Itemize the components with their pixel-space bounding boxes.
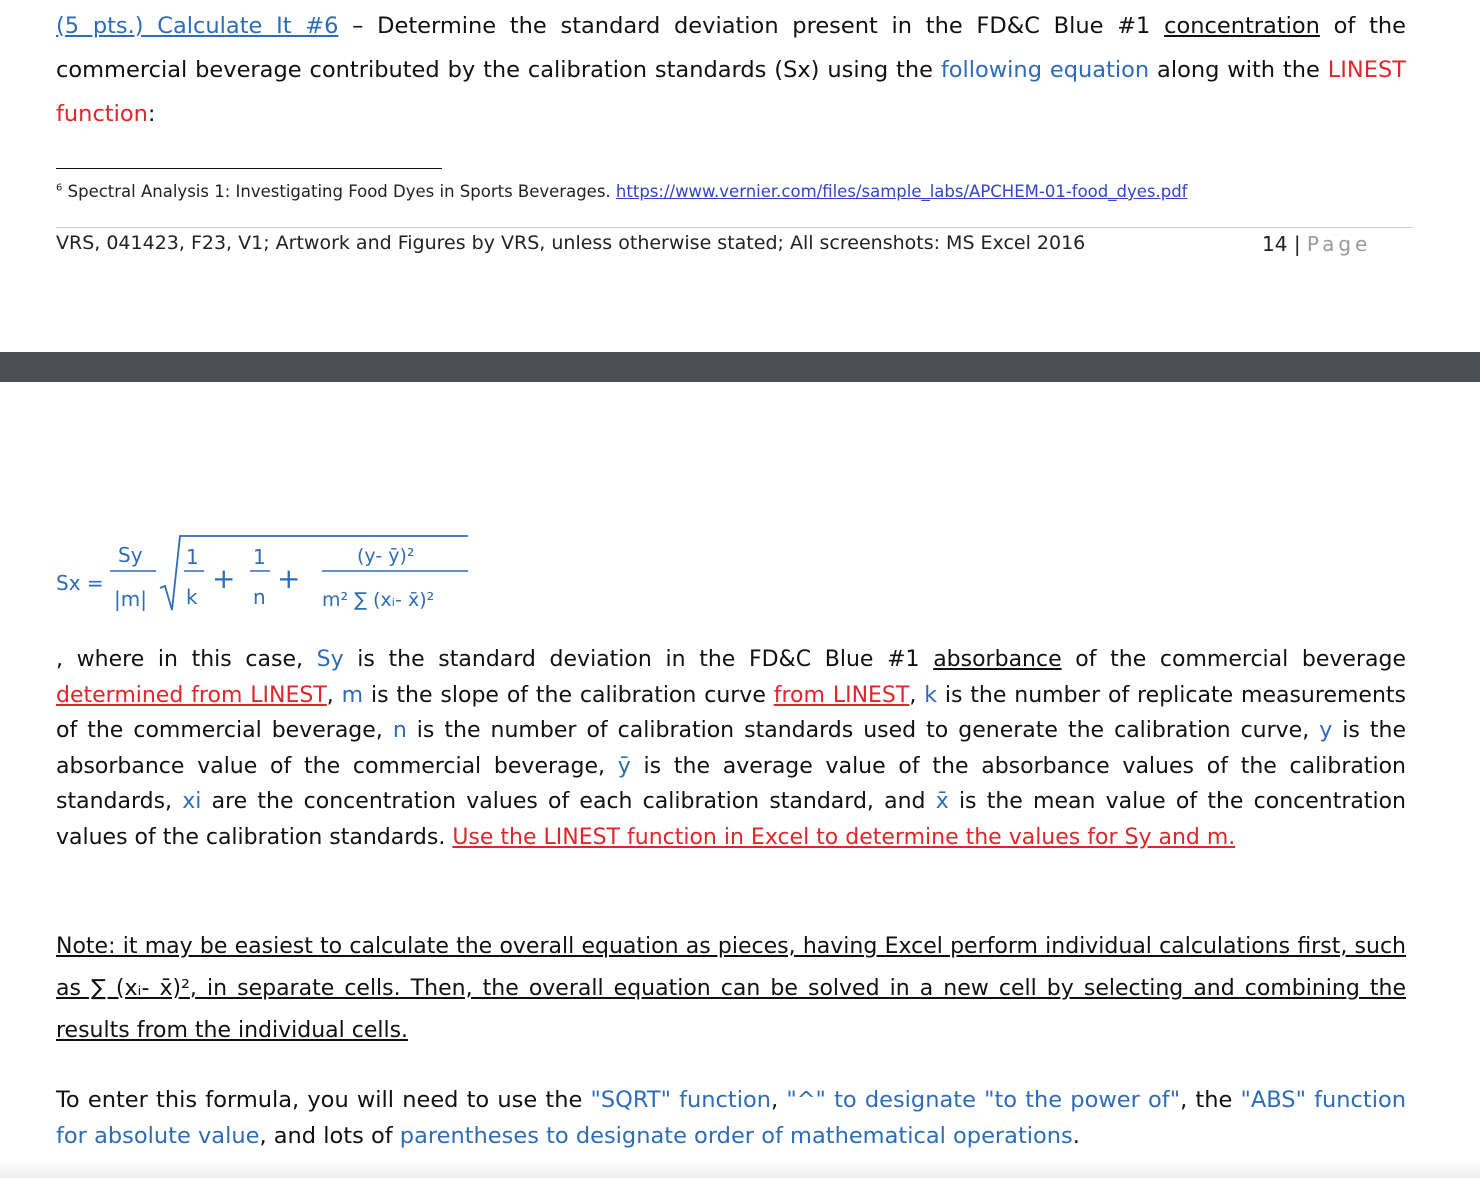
linest-function-text: LINEST function [56,57,1406,127]
footnote-link[interactable]: https://www.vernier.com/files/sample_labs/APCHEM-01-food_dyes.pdf [615,182,1188,201]
determined-from-linest: determined from LINEST [56,682,327,708]
svg-text:1: 1 [253,545,266,569]
svg-text:k: k [186,585,198,609]
footnote-divider [56,168,442,169]
footer-divider [56,227,1412,228]
formula-entry-instructions: To enter this formula, you will need to use the "SQRT" function, "^" to designate "to the power of", the "ABS" function for absolute value, and lots of parentheses to designate order of mathematical operations. [56,1087,1406,1149]
standard-deviation-equation [52,530,482,620]
use-linest-instruction: Use the LINEST function in Excel to determine the values for Sy and m. [452,824,1236,850]
eq-lhs: Sx = [56,571,104,595]
variable-definitions: , where in this case, Sy is the standard deviation in the FD&C Blue #1 absorbance of the commercial beverage determined from LINEST, m is the slope of the calibration curve from LINEST, k is the number of replicate measurements of the commercial beverage, n is the number of calibration standards used to generate the calibration curve, y is the absorbance value of the commercial beverage, ȳ is the average value of the absorbance values of the calibration standards, xi are the concentration values of each calibration standard, and x̄ is the mean value of the concentration values of the calibration standards. Use the LINEST function in Excel to determine the values for Sy and m. [56,647,1407,850]
page-number: 14 | Page [1262,232,1372,256]
eq-sy: Sy [118,543,143,567]
page-separator [0,352,1480,382]
svg-text:1: 1 [186,545,199,569]
page-footer: VRS, 041423, F23, V1; Artwork and Figures by VRS, unless otherwise stated; All screenshots: MS Excel 2016 [56,232,1086,254]
svg-text:n: n [253,585,266,609]
page-top [0,0,1480,352]
sqrt-function-text: "SQRT" function [590,1087,772,1113]
abs-function-text: "ABS" function for absolute value [56,1087,1406,1149]
concentration-term: concentration [1164,13,1320,39]
parentheses-text: parentheses to designate order of mathematical operations [399,1123,1073,1149]
eq-numerator: (y- ȳ)² [357,545,415,567]
svg-text:+: + [277,562,301,595]
caret-text: "^" to designate "to the power of" [786,1087,1181,1113]
footnote: $^6$ Spectral Analysis 1: Investigating Food Dyes in Sports Beverages. https://www.vernier.com/files/sample_labs/APCHEM-01-food_dyes.pdf [56,182,1188,201]
from-linest: from LINEST [773,682,910,708]
calculation-note: Note: it may be easiest to calculate the overall equation as pieces, having Excel perform individual calculations first, such as ∑ (xᵢ- x̄)², in separate cells. Then, the overall equation can be solved in a new cell by selecting and combining the results from the individual cells. [56,934,1406,1043]
eq-denominator: m² ∑ (xᵢ- x̄)² [322,589,435,611]
following-equation-text: following equation [940,57,1150,83]
page-bottom-shadow [0,1160,1480,1178]
intro-paragraph: (5 pts.) Calculate It #6 – Determine the standard deviation present in the FD&C Blue #1 concentration of the commercial beverage contributed by the calibration standards (Sx) using the following equation along with the LINEST function: [56,13,1406,127]
points-label: (5 pts.) Calculate It #6 [56,13,339,39]
svg-text:+: + [212,562,236,595]
absorbance-term: absorbance [933,647,1062,672]
eq-abs-m: |m| [114,587,147,611]
